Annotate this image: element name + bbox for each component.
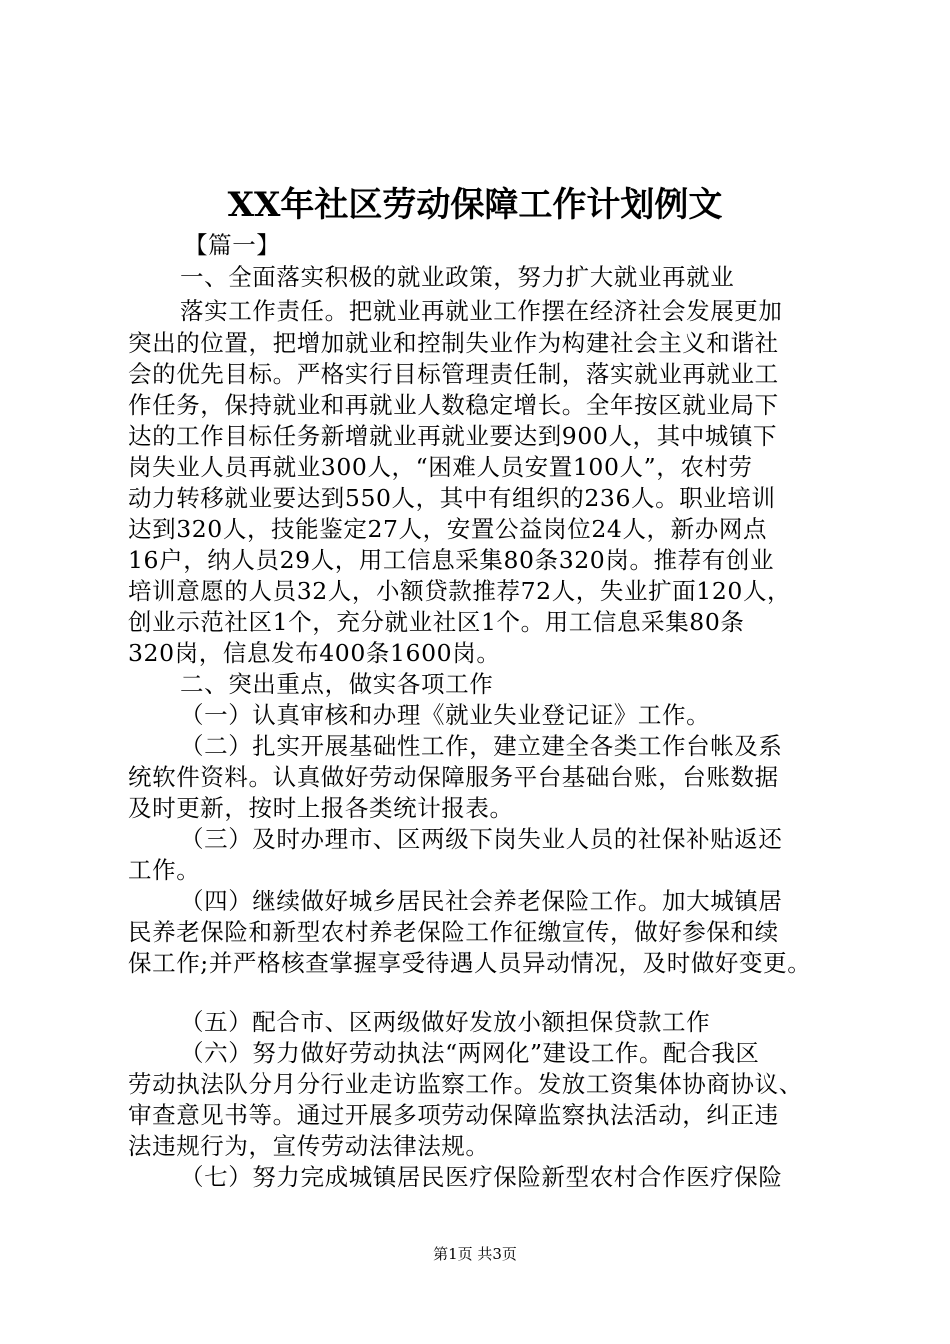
text-line: 培训意愿的人员32人，小额贷款推荐72人，失业扩面120人， xyxy=(128,577,792,605)
text-line: 岗失业人员再就业300人，“困难人员安置100人”，农村劳 xyxy=(128,453,753,481)
text-line: 一、全面落实积极的就业政策，努力扩大就业再就业 xyxy=(180,263,735,291)
text-line: （二）扎实开展基础性工作，建立建全各类工作台帐及系 xyxy=(180,732,783,760)
text-line: 会的优先目标。严格实行目标管理责任制，落实就业再就业工 xyxy=(128,360,779,388)
page-footer: 第1页 共3页 xyxy=(433,1245,517,1263)
text-line: 工作。 xyxy=(128,856,201,884)
text-line: 民养老保险和新型农村养老保险工作征缴宣传，做好参保和续 xyxy=(128,918,779,946)
text-line: （一）认真审核和办理《就业失业登记证》工作。 xyxy=(180,701,711,729)
text-line: （五）配合市、区两级做好发放小额担保贷款工作 xyxy=(180,1008,711,1036)
document-title: XX年社区劳动保障工作计划例文 xyxy=(227,185,723,225)
text-line: （四）继续做好城乡居民社会养老保险工作。加大城镇居 xyxy=(180,887,783,915)
text-line: 16户，纳人员29人，用工信息采集80条320岗。推荐有创业 xyxy=(128,546,775,574)
text-line: 审查意见书等。通过开展多项劳动保障监察执法活动，纠正违 xyxy=(128,1101,779,1129)
text-line: （七）努力完成城镇居民医疗保险新型农村合作医疗保险 xyxy=(180,1163,783,1191)
text-line: 落实工作责任。把就业再就业工作摆在经济社会发展更加 xyxy=(180,297,783,325)
text-line: 创业示范社区1个，充分就业社区1个。用工信息采集80条 xyxy=(128,608,745,636)
text-line: 320岗，信息发布400条1600岗。 xyxy=(128,639,501,667)
text-line: （六）努力做好劳动执法“两网化”建设工作。配合我区 xyxy=(180,1039,760,1067)
text-line: 二、突出重点，做实各项工作 xyxy=(180,670,494,698)
text-line: 劳动执法队分月分行业走访监察工作。发放工资集体协商协议、 xyxy=(128,1070,803,1098)
text-line: 【篇一】 xyxy=(184,231,281,259)
text-line: 及时更新，按时上报各类统计报表。 xyxy=(128,794,514,822)
text-line: 统软件资料。认真做好劳动保障服务平台基础台账，台账数据 xyxy=(128,763,779,791)
text-line: 法违规行为，宣传劳动法律法规。 xyxy=(128,1132,490,1160)
text-line: 保工作;并严格核查掌握享受待遇人员异动情况，及时做好变更。 xyxy=(128,949,812,977)
text-line: 动力转移就业要达到550人，其中有组织的236人。职业培训 xyxy=(128,484,776,512)
text-line: （三）及时办理市、区两级下岗失业人员的社保补贴返还 xyxy=(180,825,783,853)
text-line: 达的工作目标任务新增就业再就业要达到900人，其中城镇下 xyxy=(128,422,778,450)
text-line: 达到320人，技能鉴定27人，安置公益岗位24人，新办网点 xyxy=(128,515,768,543)
text-line: 作任务，保持就业和再就业人数稳定增长。全年按区就业局下 xyxy=(128,391,779,419)
text-line: 突出的位置，把增加就业和控制失业作为构建社会主义和谐社 xyxy=(128,329,779,357)
